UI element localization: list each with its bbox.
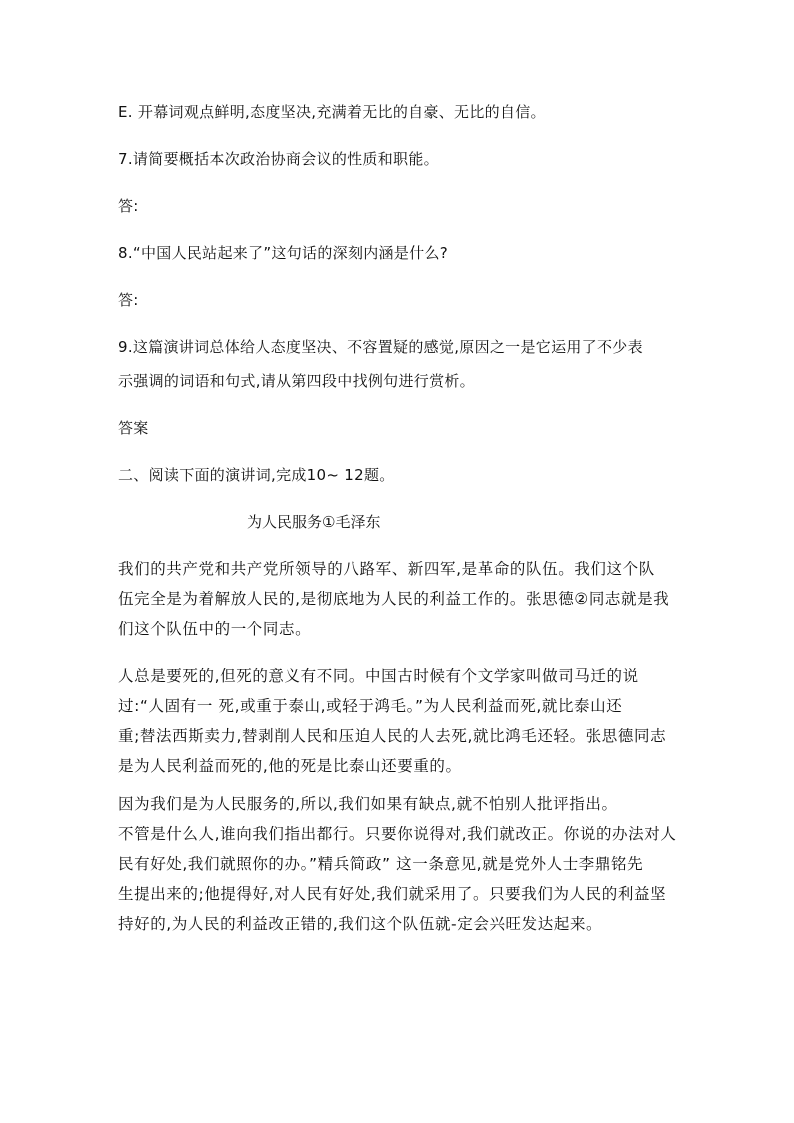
answer-heading: 答案 (118, 419, 149, 437)
paragraph-line: 生提出来的;他提得好,对人民有好处,我们就采用了。只要我们为人民的利益坚 (118, 885, 667, 903)
essay-paragraph-2 (118, 661, 683, 781)
question-7: 7.请简要概括本次政治协商会议的性质和职能。 (118, 150, 439, 168)
paragraph-line: 是为人民利益而死的,他的死是比泰山还要重的。 (118, 757, 462, 775)
answer-label: 答: (118, 291, 139, 309)
paragraph-line: 人总是要死的,但死的意义有不同。中国古时候有个文学家叫做司马迁的说 (118, 667, 639, 685)
paragraph-line: 伍完全是为着解放人民的,是彻底地为人民的利益工作的。张思德②同志就是我 (118, 590, 670, 608)
answer-label: 答: (118, 197, 139, 215)
section-2-heading: 二、阅读下面的演讲词,完成10~ 12题。 (118, 466, 395, 484)
option-e-text: E. 开幕词观点鲜明,态度坚决,充满着无比的自豪、无比的自信。 (118, 103, 546, 121)
essay-title: 为人民服务①毛泽东 (247, 513, 381, 531)
paragraph-line: 过:“人固有一 死,或重于泰山,或轻于鸿毛。”为人民利益而死,就比泰山还 (118, 697, 623, 715)
paragraph-line: 不管是什么人,谁向我们指出都行。只要你说得对,我们就改正。你说的办法对人 (118, 825, 677, 843)
question-9-line: 9.这篇演讲词总体给人态度坚决、不容置疑的感觉,原因之一是它运用了不少表 (118, 338, 643, 356)
essay-paragraph-1 (118, 554, 683, 644)
paragraph-line: 们这个队伍中的一个同志。 (118, 620, 312, 638)
essay-paragraph-3 (118, 789, 683, 939)
paragraph-line: 我们的共产党和共产党所领导的八路军、新四军,是革命的队伍。我们这个队 (118, 560, 655, 578)
paragraph-line: 因为我们是为人民服务的,所以,我们如果有缺点,就不怕别人批评指出。 (118, 795, 618, 813)
question-8: 8.“中国人民站起来了”这句话的深刻内涵是什么? (118, 244, 449, 262)
paragraph-line: 持好的,为人民的利益改正错的,我们这个队伍就-定会兴旺发达起来。 (118, 915, 603, 933)
paragraph-line: 重;替法西斯卖力,替剥削人民和压迫人民的人去死,就比鸿毛还轻。张思德同志 (118, 727, 667, 745)
paragraph-line: 民有好处,我们就照你的办。”精兵简政” 这一条意见,就是党外人士李鼎铭先 (118, 855, 644, 873)
question-9-line: 示强调的词语和句式,请从第四段中找例句进行赏析。 (118, 372, 475, 390)
